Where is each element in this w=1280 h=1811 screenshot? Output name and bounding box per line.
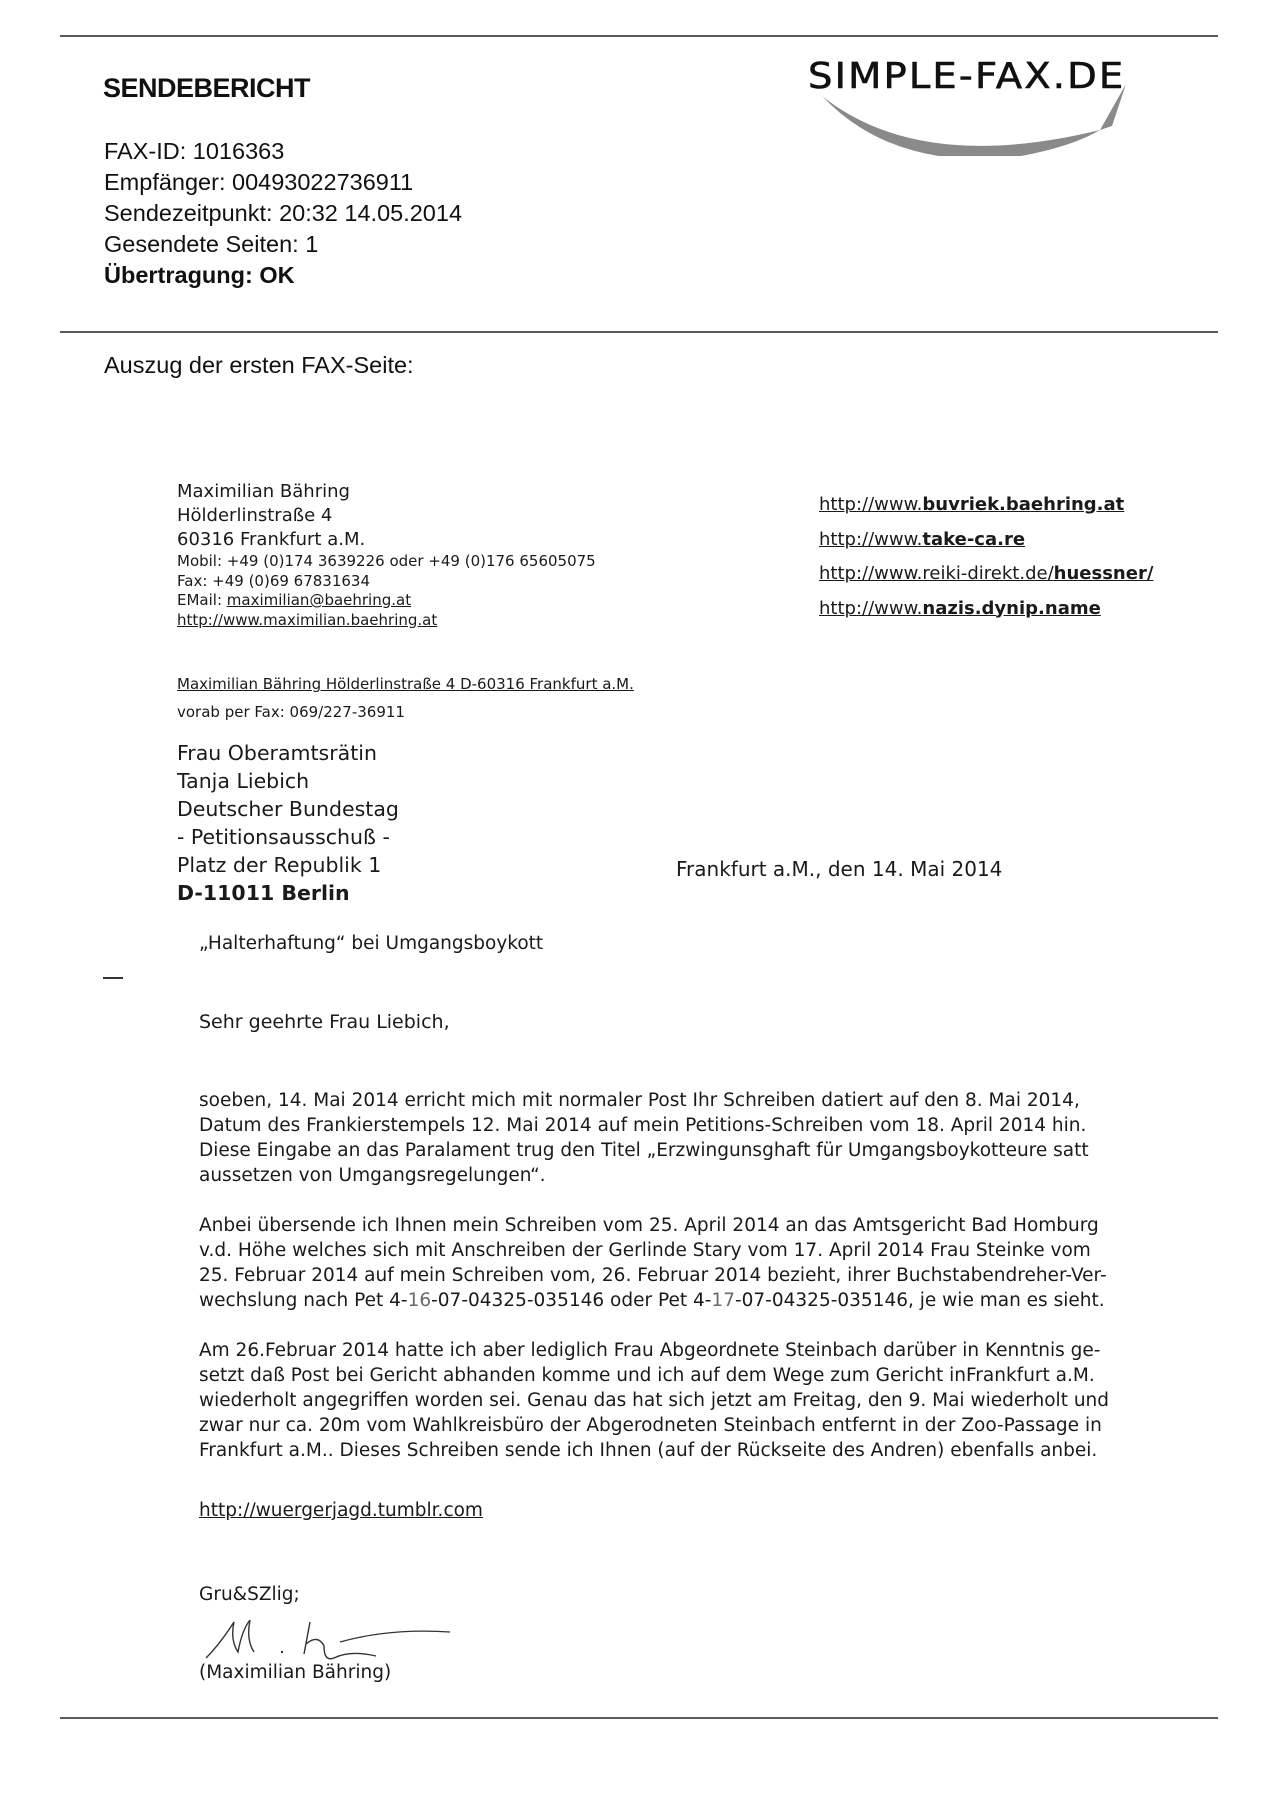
sender-email-line <box>177 591 596 611</box>
text-segment: -07-04325-035146, je wie man es sieht. <box>734 1290 1105 1311</box>
recipient-line: Platz der Republik 1 <box>177 853 382 877</box>
paragraph-2 <box>199 1213 1119 1313</box>
closing: Gru&SZlig; <box>199 1584 300 1605</box>
recipient-line: Frau Oberamtsrätin <box>177 741 377 765</box>
link-buvriek[interactable] <box>819 488 1153 523</box>
return-address-block <box>177 670 634 726</box>
sender-fax: Fax: +49 (0)69 67831634 <box>177 571 371 590</box>
send-time: Sendezeitpunkt: 20:32 14.05.2014 <box>104 200 463 226</box>
recipient-line: D-11011 Berlin <box>177 881 350 905</box>
top-divider <box>60 35 1218 37</box>
body-line: Am 26.Februar 2014 hatte ich aber lediglich Frau Abgeordnete Steinbach darüber in Kenntnis ge- <box>199 1340 1101 1361</box>
link-domain: huessner/ <box>1053 563 1154 584</box>
link-domain: take-ca.re <box>922 528 1026 550</box>
logo-text: SIMPLE-FAX.DE <box>808 56 1126 97</box>
paragraph-3 <box>199 1338 1119 1463</box>
link-prefix: http://www. <box>819 494 923 515</box>
fax-note: vorab per Fax: 069/227-36911 <box>177 703 405 721</box>
transmission-status: Übertragung: OK <box>104 262 295 288</box>
highlighted-number: 17 <box>711 1290 735 1311</box>
highlighted-number: 16 <box>407 1290 432 1311</box>
sender-name: Maximilian Bähring <box>177 481 350 502</box>
date-line: Frankfurt a.M., den 14. Mai 2014 <box>676 857 1003 881</box>
fold-mark <box>103 977 123 979</box>
signature-icon <box>200 1600 460 1670</box>
body-line: zwar nur ca. 20m vom Wahlkreisbüro der Abgerodneten Steinbach entfernt in der Zoo-Passage in <box>199 1415 1102 1436</box>
email-label: EMail: <box>177 591 227 609</box>
body-line: Anbei übersende ich Ihnen mein Schreiben vom 25. April 2014 an das Amtsgericht Bad Homburg <box>199 1215 1099 1236</box>
simple-fax-logo <box>800 56 1220 156</box>
text-segment: wechslung nach Pet 4- <box>199 1290 408 1311</box>
body-line: wiederholt angegriffen worden sei. Genau das hat sich jetzt am Freitag, den 9. Mai wiederholt und <box>199 1390 1110 1411</box>
body-line: v.d. Höhe welches sich mit Anschreiben der Gerlinde Stary vom 17. April 2014 Frau Steinke vom <box>199 1240 1091 1261</box>
sender-street: Hölderlinstraße 4 <box>177 505 333 526</box>
excerpt-label: Auszug der ersten FAX-Seite: <box>104 352 414 378</box>
body-line: setzt daß Post bei Gericht abhanden komme und ich auf dem Wege zum Gericht inFrankfurt a.M. <box>199 1365 1095 1386</box>
tumblr-link[interactable]: http://wuergerjagd.tumblr.com <box>199 1500 483 1521</box>
report-meta <box>104 136 462 291</box>
recipient-line: - Petitionsausschuß - <box>177 825 390 849</box>
body-line: aussetzen von Umgangsregelungen“. <box>199 1165 546 1186</box>
link-nazis-dynip[interactable] <box>819 592 1153 627</box>
fax-id: FAX-ID: 1016363 <box>104 138 285 164</box>
body-line: 25. Februar 2014 auf mein Schreiben vom, 26. Februar 2014 bezieht, ihrer Buchstabendreher-Ver- <box>199 1265 1107 1286</box>
body-line: Frankfurt a.M.. Dieses Schreiben sende ich Ihnen (auf der Rückseite des Andren) ebenfalls anbei. <box>199 1440 1098 1461</box>
link-take-ca[interactable] <box>819 523 1153 558</box>
recipient-block <box>177 739 399 907</box>
text-segment: -07-04325-035146 oder Pet 4- <box>431 1290 712 1311</box>
email-link[interactable]: maximilian@baehring.at <box>226 591 412 609</box>
body-line: Datum des Frankierstempels 12. Mai 2014 auf mein Petitions-Schreiben vom 18. April 2014 hin. <box>199 1115 1087 1136</box>
body-line: Diese Eingabe an das Paralament trug den Titel „Erzwingunsghaft für Umgangsboykotteure satt <box>199 1140 1089 1161</box>
links-list <box>819 488 1153 626</box>
sender-block <box>177 480 596 630</box>
link-reiki-direkt[interactable] <box>819 557 1153 592</box>
link-prefix: http://www. <box>819 597 923 619</box>
link-prefix: http://www.reiki-direkt.de/ <box>819 563 1054 584</box>
signer-name: (Maximilian Bähring) <box>199 1662 392 1683</box>
middle-divider <box>60 331 1218 333</box>
sender-city: 60316 Frankfurt a.M. <box>177 529 366 550</box>
report-title: SENDEBERICHT <box>103 73 311 103</box>
pages-sent: Gesendete Seiten: 1 <box>104 231 319 257</box>
link-prefix: http://www. <box>819 528 923 550</box>
salutation: Sehr geehrte Frau Liebich, <box>199 1011 450 1033</box>
link-domain: nazis.dynip.name <box>922 597 1101 619</box>
recipient-line: Deutscher Bundestag <box>177 797 399 821</box>
sender-website-link[interactable]: http://www.maximilian.baehring.at <box>177 610 438 629</box>
paragraph-1 <box>199 1088 1119 1188</box>
recipient-line: Tanja Liebich <box>177 769 310 793</box>
link-domain: buvriek.baehring.at <box>922 494 1125 515</box>
letter-body <box>199 1088 1119 1488</box>
recipient-number: Empfänger: 00493022736911 <box>104 169 414 195</box>
bottom-divider <box>60 1717 1218 1719</box>
body-line: soeben, 14. Mai 2014 erricht mich mit normaler Post Ihr Schreiben datiert auf den 8. Mai 2014, <box>199 1090 1080 1111</box>
return-address: Maximilian Bähring Hölderlinstraße 4 D-60316 Frankfurt a.M. <box>177 675 634 693</box>
subject-line: „Halterhaftung“ bei Umgangsboykott <box>199 933 544 954</box>
body-line <box>199 1288 1119 1313</box>
sender-mobile: Mobil: +49 (0)174 3639226 oder +49 (0)176 65605075 <box>177 552 596 570</box>
